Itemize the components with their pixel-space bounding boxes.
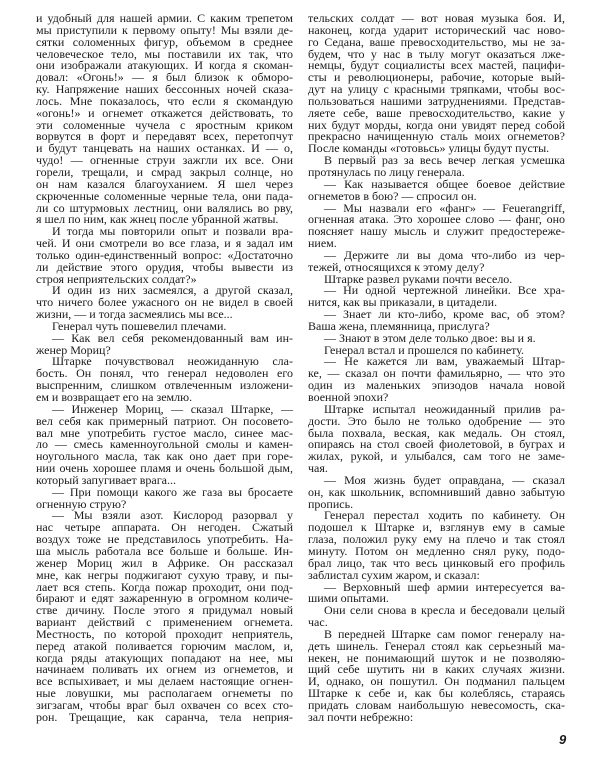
paragraph: [308, 605, 565, 629]
text-line: строя неприятельских солдат?»: [36, 271, 197, 286]
text-line: прекрасно начищенную сталь моих огнеметов?: [308, 129, 565, 144]
text-line: что ничего более ужасного он не видел в своей: [36, 295, 293, 310]
text-line: — Как вел себя рекомендованный вам ин-: [52, 330, 293, 345]
text-line: нас четыре аппарата. Он негоден. Сжатый: [36, 520, 293, 535]
text-line: чудо! — огненные струи зажгли их все. Они: [36, 153, 293, 168]
text-line: ли со штурмовых лестниц, они валялись во рву,: [36, 200, 293, 215]
text-line: зал почти небрежно:: [308, 709, 414, 724]
text-line: В первый раз за весь вечер легкая усмешка: [324, 153, 565, 168]
text-line: ло — смесь каменноугольной смолы и камен-: [36, 437, 293, 452]
text-line: И тогда мы повторили опыт и позвали вра-: [52, 224, 293, 239]
paragraph: [308, 401, 565, 476]
text-line: — Держите ли вы дома что-либо из чер-: [324, 247, 565, 262]
text-line: огненная атака. Это хорошее слово — фанг, оно: [308, 212, 565, 227]
paragraph: [308, 13, 565, 155]
paragraph: [36, 330, 293, 357]
text-line: ноугольного масла, так как оно дает при горе-: [36, 449, 293, 464]
text-line: вал мне употребить густое масло, синее мас-: [36, 425, 293, 440]
text-line: тельских солдат — вот новая музыка боя. И,: [308, 11, 565, 25]
text-line: человеческое тело, мы поставили их так, что: [36, 46, 293, 61]
text-line: жизни, — и тогда засмеялись мы все...: [36, 307, 233, 322]
text-line: — Не кажется ли вам, уважаемый Штар-: [324, 354, 565, 369]
text-line: протянулась по лицу генерала.: [308, 164, 465, 179]
text-line: мне, как негры поджигают сухую траву, и пы-: [36, 567, 293, 582]
text-line: воздух тоже не представилось употребить. На-: [36, 532, 293, 547]
text-line: ли действие этого орудия, чтобы вывести из: [36, 259, 293, 274]
paragraph: [308, 285, 565, 309]
text-line: пользоваться нашими затруднениями. Представ-: [308, 93, 565, 108]
text-line: стве дичину. После этого я придумал новый: [36, 603, 293, 618]
text-line: дут на улицу с красными тряпками, чтобы вос-: [308, 82, 565, 97]
text-line: бость. Он понял, что генерал недоволен его: [36, 366, 293, 381]
text-line: — Мы назвали его «фанг» — Feuerangriff,: [324, 200, 565, 215]
text-line: ные ловушки, мы располагаем огнеметы по: [36, 686, 293, 701]
text-line: И один из них засмеялся, а другой сказал,: [52, 283, 293, 298]
text-line: ке, — сказал он почти фамильярно, — что это: [308, 366, 565, 381]
text-line: перед атакой поливается горючим маслом, и,: [36, 638, 293, 653]
text-line: И, однако, он пошутил. Он подманил пальцем: [308, 674, 565, 689]
paragraph: [36, 510, 293, 723]
text-line: После команды «готовьсь» улицы будут пусты.: [308, 141, 550, 156]
text-line: Штарке к себе и, как бы колеблясь, стараясь: [308, 686, 565, 701]
paragraph: [308, 155, 565, 179]
text-line: нием.: [308, 236, 337, 251]
text-line: час.: [308, 615, 328, 630]
text-line: только один-единственный вопрос: «Достаточно: [36, 247, 293, 262]
text-line: лает вся степь. Когда пожар проходит, они под-: [36, 579, 293, 594]
text-line: огненную струю?: [36, 496, 127, 511]
text-line: жилах, рукой, и улыбался, сам того не заме-: [308, 449, 565, 464]
text-line: выспренним, слишком отвлеченным изложени-: [36, 378, 293, 393]
text-line: ем и возвращает его на землю.: [36, 390, 193, 404]
text-line: го Седана, ваше превосходительство, мы не за-: [308, 34, 565, 49]
text-line: Штарке развел руками почти весело.: [324, 271, 513, 286]
text-line: нии очень хорошее пламя и очень большой дым,: [36, 461, 293, 476]
text-line: «огонь!» и огнемет откажется действовать, то: [36, 105, 293, 120]
text-line: и удобный для нашей армии. С каким трепетом: [36, 11, 293, 25]
text-line: — Ни одной чертежной линейки. Все хра-: [324, 283, 565, 298]
text-line: — Инженер Мориц, — сказал Штарке, —: [52, 401, 293, 416]
text-line: была похвала, веская, как медаль. Он стоял,: [308, 425, 565, 440]
paragraph: [36, 226, 293, 285]
text-line: когда ряды атакующих попадают на нее, мы: [36, 650, 293, 665]
text-line: довал: «Огонь!» — я был близок к обморо-: [36, 70, 293, 85]
text-line: женер Мориц?: [36, 342, 111, 357]
text-line: военной эпохи?: [308, 390, 389, 404]
text-line: вел себя как примерный патриот. Он посовето-: [36, 413, 293, 428]
text-line: мы приступили к первому опыту! Мы взяли де-: [36, 22, 293, 37]
text-line: вариант действий с применением огнемета.: [36, 615, 293, 630]
text-line: чая.: [308, 461, 328, 476]
text-line: брал лицо, так что весь цинковый его профиль: [308, 555, 565, 570]
text-line: они изображали атакующих. И когда я скоман-: [36, 58, 293, 73]
text-line: — Мы взяли азот. Кислород разорвал у: [52, 508, 293, 523]
text-line: В передней Штарке сам помог генералу на-: [324, 626, 565, 641]
text-line: поясняет нашу мысль и служит предостереже-: [308, 224, 565, 239]
text-line: эти соломенные чучела с яростным криком: [36, 117, 293, 132]
text-line: придать словам наибольшую невесомость, ска-: [308, 697, 565, 712]
text-line: Местность, по которой проходит неприятель,: [36, 626, 293, 641]
text-line: он нам казался благоуханием. Я шел через: [36, 176, 293, 191]
text-line: который запугивает врага...: [36, 472, 176, 487]
text-line: один из маленьких эпизодов начала новой: [308, 378, 565, 393]
text-line: пропись.: [308, 496, 354, 511]
text-line: Ваша жена, племянница, прислуга?: [308, 318, 490, 333]
text-line: он, как школьник, вспомнивший давно забытую: [308, 484, 565, 499]
text-line: — Знает ли кто-либо, кроме вас, об этом?: [324, 307, 565, 322]
text-line: — Знают в этом деле только двое: вы и я.: [324, 330, 536, 345]
text-line: все вспыхивает, и мы делаем настоящие огнен-: [36, 674, 293, 689]
text-line: я шел по ним, как жнец после убранной жатвы.: [36, 212, 279, 227]
text-line: огнеметов в бою? — спросил он.: [308, 188, 477, 203]
text-column-left: [36, 13, 293, 724]
text-line: и будут танцевать на наших останках. И — о,: [36, 141, 293, 156]
text-line: подошел к Штарке и, взглянув ему в самые: [308, 520, 565, 535]
text-line: немцы, будут социалисты всех мастей, пацифи-: [308, 58, 565, 73]
text-line: зигзагам, чтобы враг был охвачен со всех сто-: [36, 697, 293, 712]
paragraph: [36, 484, 293, 511]
paragraph: [308, 200, 565, 251]
text-line: наконец, когда ударит исторический час ново-: [308, 22, 565, 37]
paragraph: [308, 309, 565, 333]
text-line: некен, не понимающий шуток и не позволяю-: [308, 650, 565, 665]
paragraph: [308, 176, 565, 203]
text-line: деть шинель. Генерал стоял как серьезный ма-: [308, 638, 565, 653]
text-line: щий себе шутить ни в каких случаях жизни.: [308, 662, 565, 677]
text-line: дости. Это было не только одобрение — это: [308, 413, 565, 428]
paragraph: [308, 356, 565, 403]
paragraph: [308, 626, 565, 724]
paragraph: [308, 472, 565, 511]
text-line: Генерал встал и прошелся по кабинету.: [324, 342, 525, 357]
text-line: — Верховный шеф армии интересуется ва-: [324, 579, 565, 594]
text-line: заблистал сухим жаром, и сказал:: [308, 567, 480, 582]
paragraph: [308, 579, 565, 606]
text-line: шими опытами.: [308, 591, 389, 606]
text-line: опираясь на стол своей фиолетовой, в буграх и: [308, 437, 565, 452]
text-line: женер Мориц жил в Африке. Он рассказал: [36, 555, 293, 570]
text-line: тежей, относящихся к этому делу?: [308, 259, 485, 274]
text-line: — Моя жизнь будет оправдана, — сказал: [324, 472, 565, 487]
text-line: рон. Трещащие, как саранча, тела неприя-: [36, 709, 293, 724]
text-line: сты и революционеры, рабочие, которые вый-: [308, 70, 565, 85]
text-line: Генерал чуть пошевелил плечами.: [52, 318, 227, 333]
paragraph: [36, 285, 293, 321]
paragraph: [36, 13, 293, 226]
text-line: лось. Мне показалось, что если я скомандую: [36, 93, 293, 108]
text-line: нится, как вы приказали, в цитадели.: [308, 295, 498, 310]
text-line: минуту. Потом он медленно снял руку, подо-: [308, 543, 565, 558]
text-line: скрюченные соломенные черные тела, они пада-: [36, 188, 293, 203]
text-line: Штарке испытал неожиданный прилив ра-: [324, 401, 565, 416]
text-line: — Как называется общее боевое действие: [324, 176, 565, 191]
paragraph: [36, 401, 293, 487]
paragraph: [36, 356, 293, 403]
text-line: — При помощи какого же газа вы бросаете: [52, 484, 293, 499]
text-line: глаза, положил руку ему на плечо и так стоял: [308, 532, 565, 547]
paragraph: [308, 510, 565, 581]
text-line: Генерал перестал ходить по кабинету. Он: [324, 508, 565, 523]
text-line: горели, трещали, и смрад закрыл солнце, но: [36, 164, 293, 179]
text-line: Штарке почувствовал неожиданную сла-: [52, 354, 293, 369]
text-line: ляете себе, ваше превосходительство, какие у: [308, 105, 565, 120]
text-line: них будут морды, когда они увидят перед собой: [308, 117, 565, 132]
text-line: начинаем поливать их огнем из огнеметов, и: [36, 662, 293, 677]
text-column-right: [308, 13, 565, 724]
paragraph: [308, 247, 565, 274]
text-line: будем, что у нас в тылу могут оказаться лже-: [308, 46, 565, 61]
text-line: ворвутся в форт и передавят всех, перетопчут: [36, 129, 293, 144]
text-line: Они сели снова в кресла и беседовали целый: [324, 603, 565, 618]
page-number: 9: [559, 732, 567, 747]
text-line: ша мысль работала все больше и больше. Ин-: [36, 543, 293, 558]
text-line: чей. И они смотрели во все глаза, и я задал им: [36, 236, 293, 251]
text-line: бирают и едят зажаренную в огромном количе-: [36, 591, 293, 606]
text-line: ку. Напряжение наших бессонных ночей сказа-: [36, 82, 293, 97]
text-line: сятки соломенных фигур, объемом в среднее: [36, 34, 293, 49]
